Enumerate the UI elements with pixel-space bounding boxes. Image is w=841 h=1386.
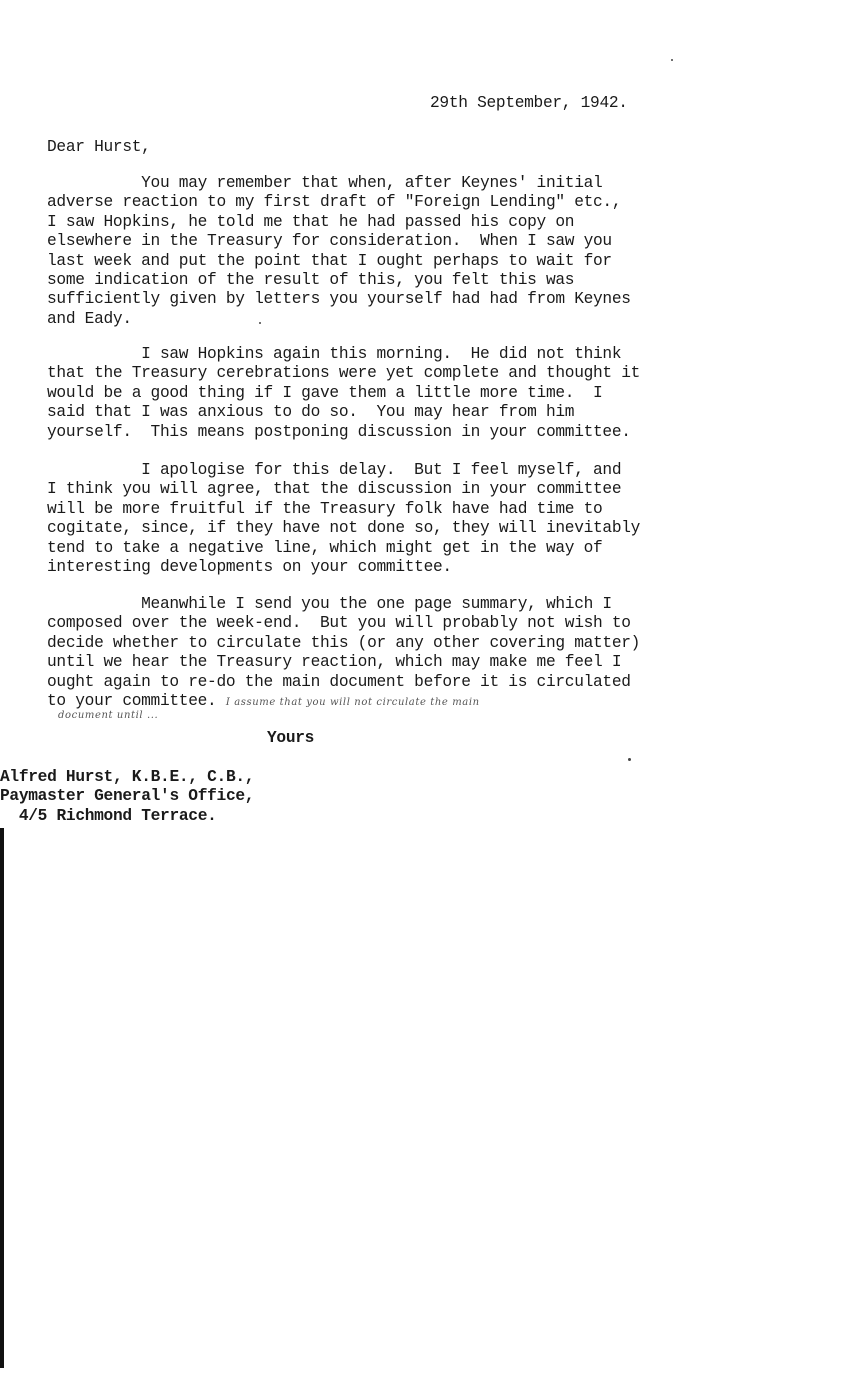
address-line: Paymaster General's Office, — [0, 787, 255, 806]
text-line: that the Treasury cerebrations were yet complete and thought it — [47, 364, 641, 383]
text-line: interesting developments on your committee. — [47, 557, 452, 576]
paragraph-2 — [47, 345, 687, 442]
text-line: last week and put the point that I ought perhaps to wait for — [47, 251, 612, 270]
address-line: 4/5 Richmond Terrace. — [0, 806, 217, 825]
text-line: cogitate, since, if they have not done so, they will inevitably — [47, 519, 641, 538]
handwritten-note-continued: document until ... — [58, 710, 159, 721]
text-line: I saw Hopkins again this morning. He did not think — [47, 345, 622, 363]
text-line: yourself. This means postponing discussion in your committee. — [47, 422, 631, 441]
text-line: I saw Hopkins, he told me that he had passed his copy on — [47, 212, 575, 231]
recipient-address — [0, 768, 400, 826]
text-line: I apologise for this delay. But I feel myself, and — [47, 461, 622, 479]
text-line: said that I was anxious to do so. You may hear from him — [47, 403, 575, 422]
text-line: adverse reaction to my first draft of "Foreign Lending" etc., — [47, 193, 622, 212]
text-line: decide whether to circulate this (or any other covering matter) — [47, 633, 641, 652]
text-line: Meanwhile I send you the one page summary, which I — [47, 595, 612, 613]
paragraph-1 — [47, 174, 687, 329]
scan-speck — [671, 59, 673, 61]
text-line: until we hear the Treasury reaction, which may make me feel I — [47, 653, 622, 672]
paragraph-4 — [47, 595, 687, 711]
salutation: Dear Hurst, — [47, 138, 151, 156]
scan-edge-shadow — [0, 828, 4, 1368]
paragraph-3 — [47, 461, 687, 577]
handwritten-note: I assume that you will not circulate the main — [225, 696, 480, 708]
closing: Yours — [267, 729, 315, 747]
text-line: ought again to re-do the main document before it is circulated — [47, 672, 631, 691]
text-line: sufficiently given by letters you yourself had had from Keynes — [47, 290, 631, 309]
letter-date: 29th September, 1942. — [430, 94, 628, 112]
scan-speck — [628, 758, 631, 761]
text-line: some indication of the result of this, you felt this was — [47, 270, 575, 289]
text-line: I think you will agree, that the discussion in your committee — [47, 480, 622, 499]
text-line: will be more fruitful if the Treasury folk have had time to — [47, 499, 603, 518]
text-line: tend to take a negative line, which might get in the way of — [47, 538, 603, 557]
text-line: would be a good thing if I gave them a little more time. I — [47, 383, 603, 402]
scan-speck — [259, 322, 261, 324]
text-line: and Eady. — [47, 309, 132, 328]
text-line: You may remember that when, after Keynes' initial — [47, 174, 603, 192]
text-line: composed over the week-end. But you will probably not wish to — [47, 614, 631, 633]
text-segment: to your committee. — [47, 691, 217, 710]
address-line: Alfred Hurst, K.B.E., C.B., — [0, 768, 255, 786]
text-line-with-handwritten-note — [47, 692, 687, 711]
text-line: elsewhere in the Treasury for consideration. When I saw you — [47, 232, 612, 251]
